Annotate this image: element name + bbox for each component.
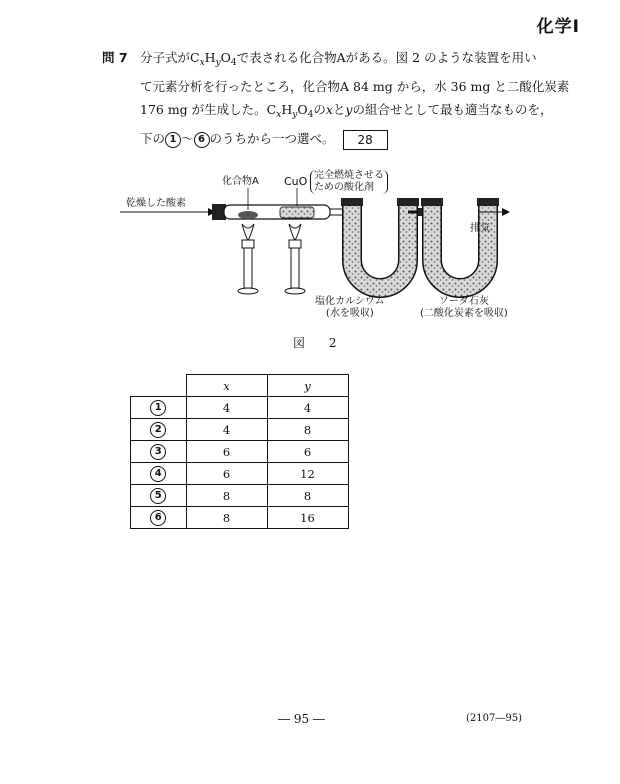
u1-stopper-left [341,198,363,206]
label-compound-a: 化合物A [222,176,259,187]
text-segment: ～ [181,131,194,146]
circled-number: 2 [150,422,166,438]
formula-O: O [220,50,231,65]
formula-H: H [281,102,293,117]
option-number [131,397,187,419]
formula-C: C [190,50,200,65]
formula-C: C [266,102,277,117]
table-row[interactable] [131,463,349,485]
option-number [131,507,187,529]
text-segment: 176 mg が生成した。 [140,102,267,117]
text-segment: のうちから一つ選べ。 [209,131,335,146]
label-soda-lime [420,296,508,320]
question-line-2: て元素分析を行ったところ，化合物A 84 mg から，水 36 mg と二酸化炭素 [140,79,570,94]
formula-O: O [297,102,308,117]
cell-y: 8 [267,485,348,507]
text-segment: 分子式が [140,50,191,65]
question-line-3 [140,98,574,127]
text-segment: の [313,102,326,117]
table-row[interactable] [131,485,349,507]
header-y: y [267,375,348,397]
formula-sub-4: 4 [307,110,314,120]
compound-sample [238,211,258,219]
formula-sub-y: y [215,58,221,68]
subject-title: 化学Ⅰ [536,17,580,37]
circled-number: 4 [150,466,166,482]
soda-note: (二酸化炭素を吸収) [420,308,508,319]
figure-caption: 図 2 [293,336,347,350]
cuo-packing [280,207,314,218]
table-row[interactable] [131,441,349,463]
text-segment: の組合せとして最も適当なものを， [352,102,553,117]
header-blank [131,375,187,397]
question-block [104,46,574,150]
label-cacl2 [315,296,385,320]
cuo-note-line-1: 完全燃焼させる [314,170,384,181]
circled-number: 6 [150,510,166,526]
formula [266,102,314,120]
page-code: (2107―95) [466,713,522,724]
table-header-row [131,375,349,397]
question-label: 問 7 [102,50,128,65]
cell-x: 4 [186,397,267,419]
u2-stopper-right [477,198,499,206]
u2-stopper-left [421,198,443,206]
cell-x: 6 [186,463,267,485]
table-row[interactable] [131,397,349,419]
cell-y: 4 [267,397,348,419]
text-segment: 下の [140,131,166,146]
cell-x: 4 [186,419,267,441]
var-y: y [345,102,353,117]
text-segment: と [332,102,346,117]
circled-number: 3 [150,444,166,460]
cell-y: 12 [267,463,348,485]
question-line-1 [140,46,574,75]
label-exhaust: 排気 [470,223,490,234]
u-tube-cacl2-fill [352,204,408,288]
formula-H: H [204,50,216,65]
options-table [130,374,349,529]
header-x: x [186,375,267,397]
var-x: x [325,102,333,117]
cacl2-name: 塩化カルシウム [315,296,385,307]
label-cuo-note [310,170,388,194]
answer-box[interactable]: 28 [343,130,388,150]
cell-y: 6 [267,441,348,463]
circled-number: 6 [194,132,210,148]
question-line-4 [140,127,574,150]
circled-number: 1 [165,132,181,148]
cell-y: 8 [267,419,348,441]
cacl2-note: (水を吸収) [325,308,374,319]
burner-2 [285,224,305,294]
table-row[interactable] [131,507,349,529]
burner-1 [238,224,258,294]
circled-number: 1 [150,400,166,416]
cell-y: 16 [267,507,348,529]
label-dry-oxygen: 乾燥した酸素 [126,198,186,209]
formula-sub-x: x [276,110,282,120]
cell-x: 6 [186,441,267,463]
page-number: ― 95 ― [278,712,325,726]
question-text [140,46,574,150]
text-segment: で表される化合物Aがある。図 2 のような装置を用い [236,50,537,65]
cell-x: 8 [186,507,267,529]
u1-stopper-right [397,198,419,206]
formula [190,50,237,68]
table-row[interactable] [131,419,349,441]
option-number [131,441,187,463]
formula-sub-4: 4 [230,58,237,68]
cuo-note-line-2: ための酸化剤 [314,182,374,193]
cell-x: 8 [186,485,267,507]
option-number [131,463,187,485]
formula-sub-y: y [292,110,298,120]
option-number [131,485,187,507]
exhaust-arrow-head [480,206,510,218]
soda-name: ソーダ石灰 [438,296,489,307]
formula-sub-x: x [199,58,205,68]
option-number [131,419,187,441]
label-cuo: CuO [284,175,308,188]
circled-number: 5 [150,488,166,504]
